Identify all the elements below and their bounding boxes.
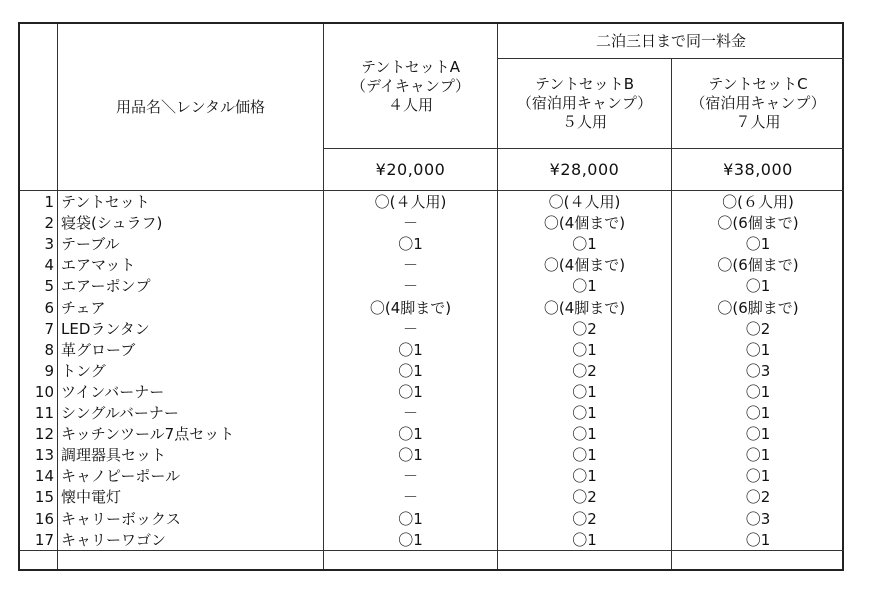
set-b-type: （宿泊用キャンプ） [516,94,653,112]
item-number: 9 [44,361,54,380]
set-b-value: 〇1 [572,235,597,254]
same-price-label: 二泊三日まで同一料金 [595,31,746,50]
set-b-value: 〇1 [572,340,597,359]
set-b-value: 〇(4脚まで) [543,298,626,317]
set-a-value: － [402,404,418,422]
item-number: 13 [34,446,54,465]
set-a-value: 〇1 [398,340,423,359]
set-a-value: 〇1 [398,530,423,549]
set-b-value: 〇(４人用) [548,193,621,211]
item-name: キャリーボックス [61,509,181,528]
set-c-value: 〇1 [745,382,771,401]
set-c-value: 〇1 [745,340,771,359]
item-number: 10 [34,382,54,401]
item-name: チェア [61,298,106,317]
set-a-value: 〇1 [398,509,423,528]
set-c-name: テントセットC [708,75,808,93]
item-number: 17 [34,530,54,549]
set-b-value: 〇1 [572,382,597,401]
set-c-capacity: ７人用 [735,113,781,131]
set-a-price [324,149,497,190]
set-c-value: 〇1 [745,425,771,444]
set-c-value: 〇1 [745,277,771,296]
row-divider [20,190,844,191]
set-b-value: 〇1 [572,277,597,296]
item-name: テーブル [61,235,120,254]
set-b-value: 〇2 [572,361,597,380]
set-c-value: 〇1 [745,235,771,254]
set-a-value: － [402,256,418,275]
set-c-price [672,149,844,190]
set-a-value: 〇1 [398,425,423,444]
item-number: 1 [44,193,54,211]
set-b-header [498,59,671,148]
item-number: 16 [34,509,54,528]
item-number: 15 [34,488,54,507]
set-c-value: 〇(６人用) [722,193,794,211]
set-a-value: 〇(4脚まで) [369,298,452,317]
item-name: 寝袋(シュラフ) [61,214,163,233]
set-b-value: 〇1 [572,467,597,486]
item-number: 6 [44,298,54,317]
item-header [58,24,323,190]
set-b-value: 〇1 [572,404,597,422]
set-a-value: 〇1 [398,235,423,254]
set-b-price [498,149,671,190]
set-c-value: 〇2 [745,488,771,507]
item-name: ツインバーナー [61,382,165,401]
set-c-value: 〇1 [745,404,771,422]
item-number: 4 [44,256,54,275]
set-c-value: 〇3 [745,361,771,380]
item-name: 調理器具セット [61,446,167,465]
set-b-value: 〇2 [572,488,597,507]
item-name: キャリーワゴン [61,530,167,549]
set-a-value: 〇(４人用) [374,193,447,211]
row-divider [20,550,844,551]
set-b-value: 〇2 [572,509,597,528]
item-name: テントセット [61,193,150,211]
set-a-value: － [402,214,418,233]
item-number: 5 [44,277,54,296]
set-c-value: 〇1 [745,530,771,549]
set-c-price-value: ¥38,000 [723,160,793,179]
item-number: 8 [44,340,54,359]
item-name: トング [61,361,106,380]
set-a-value: 〇1 [398,382,423,401]
set-a-header [324,24,497,148]
set-a-value: － [402,277,418,296]
item-number: 14 [34,467,54,486]
item-name: シングルバーナー [61,404,179,422]
set-a-type: （デイキャンプ） [350,76,471,95]
set-b-value: 〇1 [572,425,597,444]
set-a-value: 〇1 [398,361,423,380]
set-a-value: － [402,319,418,338]
set-c-value: 〇(6脚まで) [717,298,799,317]
set-c-value: 〇3 [745,509,771,528]
item-number: 2 [44,214,54,233]
set-c-value: 〇2 [745,319,771,338]
item-name: 懐中電灯 [61,488,122,507]
set-b-name: テントセットB [534,75,635,93]
set-a-value: － [402,467,418,486]
set-a-capacity: ４人用 [387,95,433,114]
item-number: 12 [34,425,54,444]
set-a-value: － [402,488,418,507]
set-c-value: 〇1 [745,446,771,465]
set-b-capacity: ５人用 [561,113,607,131]
item-name: キャノピーポール [61,467,181,486]
set-b-price-value: ¥28,000 [549,160,620,179]
rental-price-table [18,22,844,571]
set-c-value: 〇1 [745,467,771,486]
set-b-value: 〇2 [572,319,597,338]
set-a-value: 〇1 [398,446,423,465]
set-b-value: 〇1 [572,530,597,549]
set-b-value: 〇1 [572,446,597,465]
item-name: 革グローブ [61,340,136,359]
item-name: エアーポンプ [61,277,151,296]
set-c-value: 〇(6個まで) [717,214,799,233]
item-number: 3 [44,235,54,254]
item-number: 11 [34,404,54,422]
same-price-header [498,24,844,58]
set-c-value: 〇(6個まで) [717,256,799,275]
set-c-type: （宿泊用キャンプ） [690,94,826,112]
item-name: エアマット [61,256,136,275]
set-a-price-value: ¥20,000 [375,160,446,179]
set-a-name: テントセットA [360,57,461,76]
item-number: 7 [44,319,54,338]
item-name: キッチンツール7点セット [61,425,235,444]
set-c-header [672,59,844,148]
item-name: LEDランタン [61,319,150,338]
set-b-value: 〇(4個まで) [543,256,626,275]
item-header-label: 用品名＼レンタル価格 [115,97,266,116]
set-b-value: 〇(4個まで) [543,214,626,233]
